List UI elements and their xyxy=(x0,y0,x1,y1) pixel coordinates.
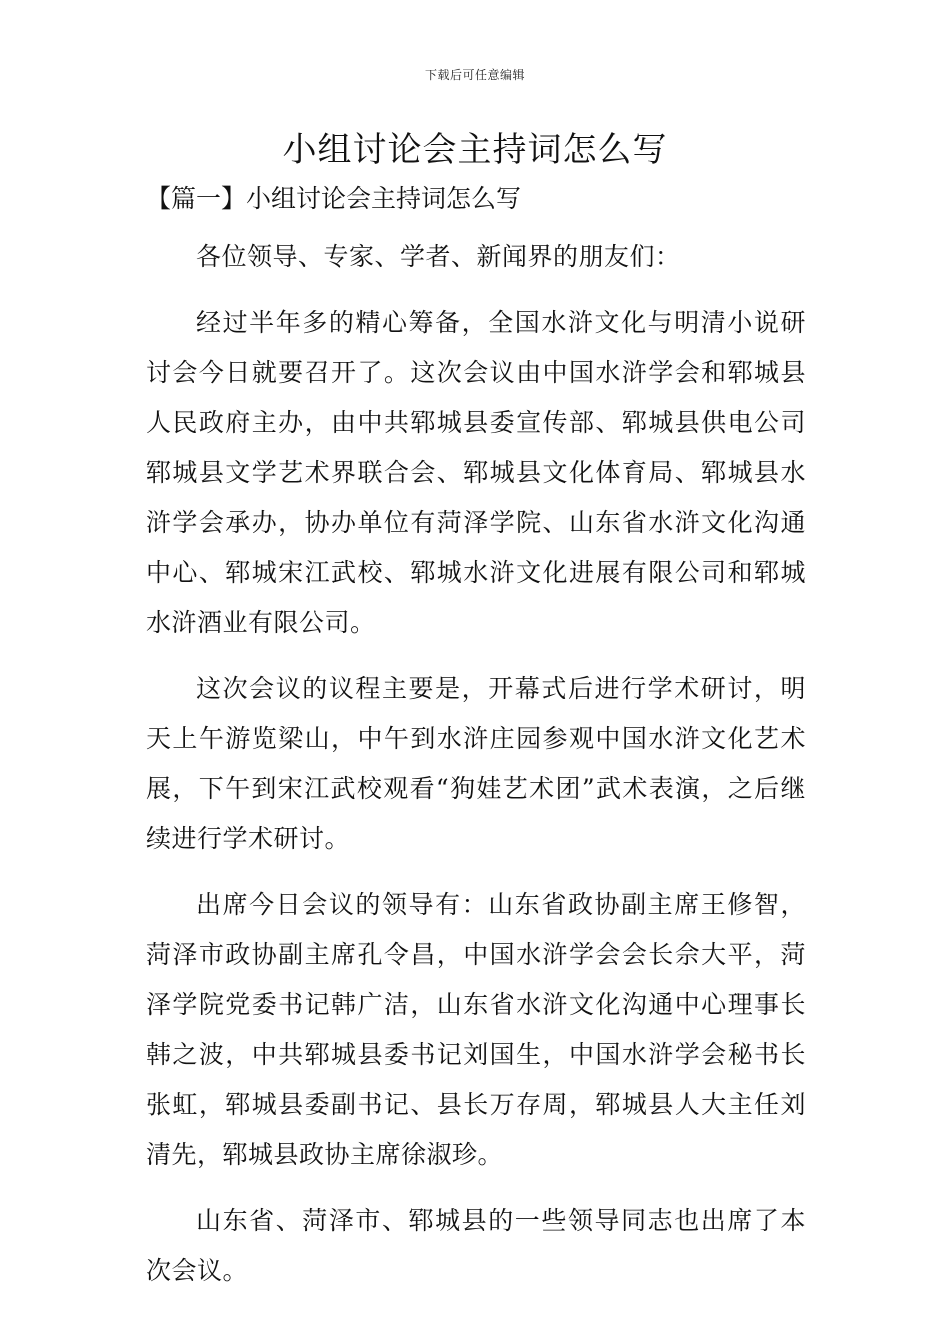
paragraph-greeting: 各位领导、专家、学者、新闻界的朋友们： xyxy=(196,242,681,271)
section-heading: 【篇一】小组讨论会主持词怎么写 xyxy=(146,184,522,213)
paragraph-agenda: 这次会议的议程主要是，开幕式后进行学术研讨，明天上午游览梁山，中午到水浒庄园参观中国水浒文化艺术展，下午到宋江武校观看“狗娃艺术团”武术表演，之后继续进行学术研讨。 xyxy=(146,674,806,853)
header-note: 下载后可任意编辑 xyxy=(424,68,525,82)
paragraph-attendees: 出席今日会议的领导有：山东省政协副主席王修智，菏泽市政协副主席孔令昌，中国水浒学会会长佘大平，菏泽学院党委书记韩广洁，山东省水浒文化沟通中心理事长韩之波，中共郓城县委书记刘国生，中国水浒学会秘书长张虹，郓城县委副书记、县长万存周，郓城县人大主任刘清先，郓城县政协主席徐淑珍。 xyxy=(146,890,806,1169)
paragraph-other-leaders: 山东省、菏泽市、郓城县的一些领导同志也出席了本次会议。 xyxy=(146,1206,806,1285)
paragraph-preparation: 经过半年多的精心筹备，全国水浒文化与明清小说研讨会今日就要召开了。这次会议由中国水浒学会和郓城县人民政府主办，由中共郓城县委宣传部、郓城县供电公司郓城县文学艺术界联合会、郓城县文化体育局、郓城县水浒学会承办，协办单位有菏泽学院、山东省水浒文化沟通中心、郓城宋江武校、郓城水浒文化进展有限公司和郓城水浒酒业有限公司。 xyxy=(146,308,806,637)
document-body xyxy=(146,182,806,1296)
document-title: 小组讨论会主持词怎么写 xyxy=(282,130,668,170)
